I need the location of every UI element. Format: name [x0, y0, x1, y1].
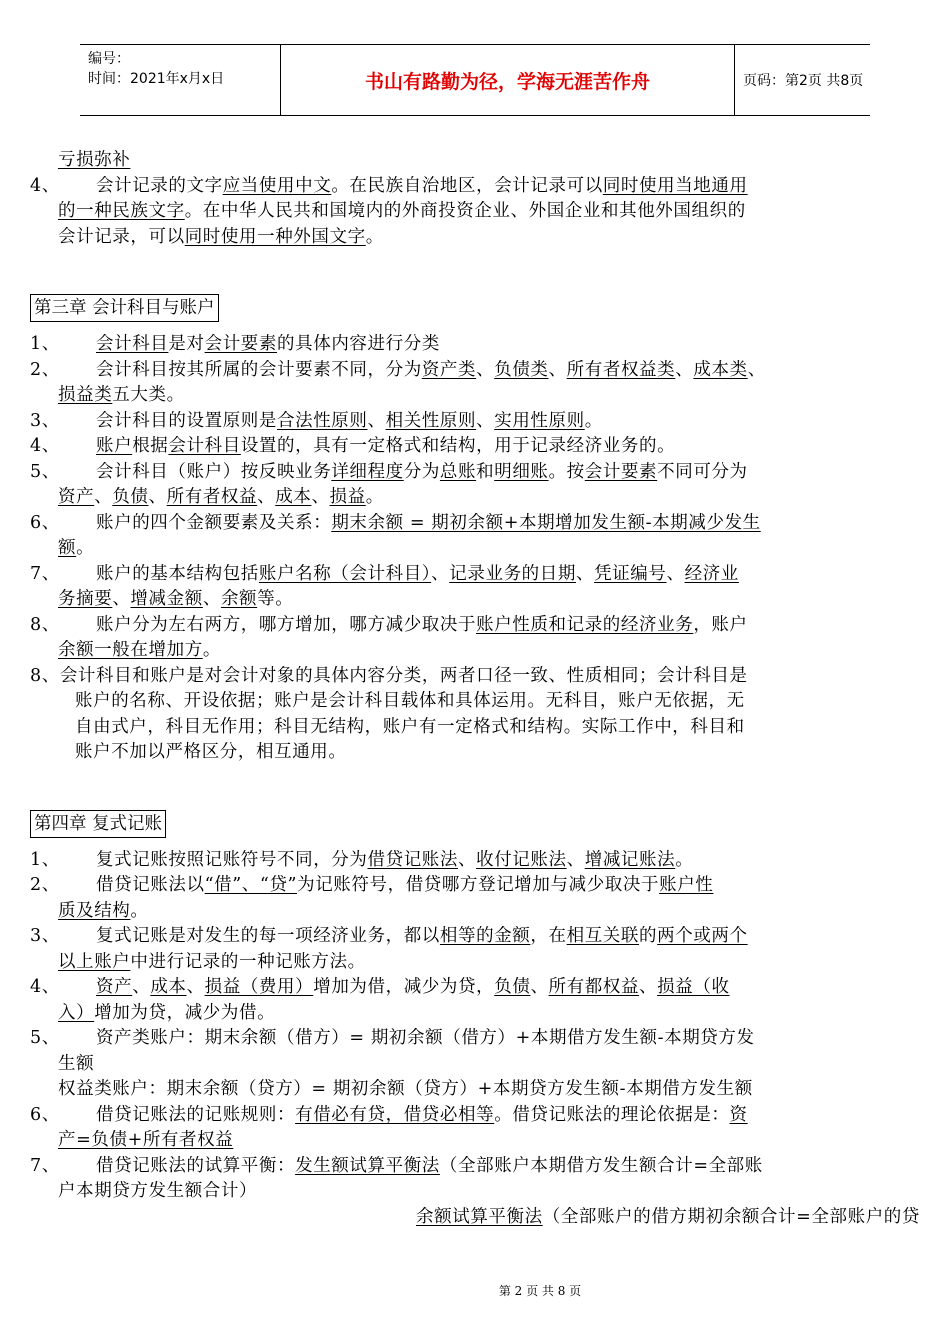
page-header [80, 44, 870, 116]
list-item-cont: 户本期贷方发生额合计） [58, 1181, 258, 1201]
chapter-3-title: 第三章 会计科目与账户 [30, 294, 219, 322]
list-item-cont: 生额 [58, 1053, 95, 1074]
list-item: 8、会计科目和账户是对会计对象的具体内容分类，两者口径一致、性质相同；会计科目是 [30, 665, 748, 686]
list-item: 7、 账户的基本结构包括账户名称（会计科目）、记录业务的日期、凭证编号、经济业 [30, 563, 739, 584]
list-item-cont: 权益类账户：期末余额（贷方）= 期初余额（贷方）+本期贷方发生额-本期借方发生额 [58, 1079, 753, 1099]
list-item: 1、 会计科目是对会计要素的具体内容进行分类 [30, 334, 440, 354]
list-item: 2、 会计科目按其所属的会计要素不同，分为资产类、负债类、所有者权益类、成本类、 [30, 359, 766, 380]
list-item-cont: 以上账户中进行记录的一种记账方法。 [58, 951, 366, 972]
text-line: 4、 会计记录的文字应当使用中文。在民族自治地区，会计记录可以同时使用当地通用 [30, 175, 748, 196]
list-item-cont: 入）增加为贷，减少为借。 [58, 1002, 276, 1023]
list-item: 7、 借贷记账法的试算平衡：发生额试算平衡法（全部账户本期借方发生额合计=全部账 [30, 1155, 763, 1176]
list-item: 4、 资产、成本、损益（费用）增加为借，减少为贷，负债、所有都权益、损益（收 [30, 977, 730, 997]
list-item-cont: 产=负债+所有者权益 [58, 1130, 234, 1150]
list-item: 3、 复式记账是对发生的每一项经济业务，都以相等的金额，在相互关联的两个或两个 [30, 926, 748, 946]
list-item: 5、 资产类账户：期末余额（借方）= 期初余额（借方）+本期借方发生额-本期贷方发 [30, 1028, 755, 1048]
list-item: 1、 复式记账按照记账符号不同，分为借贷记账法、收付记账法、增减记账法。 [30, 849, 694, 870]
list-item-cont: 质及结构。 [58, 900, 149, 921]
list-item: 2、 借贷记账法以“借”、“贷”为记账符号，借贷哪方登记增加与减少取决于账户性 [30, 875, 714, 895]
time-label: 时间：2021年x月x日 [88, 71, 225, 87]
list-item: 3、 会计科目的设置原则是合法性原则、相关性原则、实用性原则。 [30, 410, 603, 431]
chapter-4-title: 第四章 复式记账 [30, 810, 166, 838]
document-body [30, 148, 920, 1230]
text-line: 亏损弥补 [58, 150, 131, 170]
list-item: 6、 借贷记账法的记账规则：有借必有贷，借贷必相等。借贷记账法的理论依据是：资 [30, 1104, 748, 1125]
header-motto: 书山有路勤为径，学海无涯苦作舟 [280, 45, 735, 115]
list-item-cont: 账户的名称、开设依据；账户是会计科目载体和具体运用。无科目，账户无依据，无 [75, 691, 745, 711]
page-footer: 第 2 页 共 8 页 [498, 1284, 582, 1298]
list-item: 6、 账户的四个金额要素及关系：期末余额 = 期初余额+本期增加发生额-本期减少发生 [30, 512, 761, 533]
list-item-cont: 资产、负债、所有者权益、成本、损益。 [58, 487, 384, 507]
list-item-cont: 账户不加以严格区分，相互通用。 [75, 742, 347, 762]
text-line: 的一种民族文字。在中华人民共和国境内的外商投资企业、外国企业和其他外国组织的 [58, 201, 746, 221]
list-item-cont: 余额试算平衡法（全部账户的借方期初余额合计=全部账户的贷 [416, 1206, 920, 1227]
list-item-cont: 损益类五大类。 [58, 385, 185, 405]
list-item-cont: 务摘要、增减金额、余额等。 [58, 589, 294, 609]
header-page-code: 页码：第2页 共8页 [743, 73, 864, 89]
list-item: 4、 账户根据会计科目设置的，具有一定格式和结构，用于记录经济业务的。 [30, 436, 676, 456]
header-info [80, 45, 280, 115]
list-item-cont: 自由式户，科目无作用；科目无结构，账户有一定格式和结构。实际工作中，科目和 [75, 716, 745, 737]
list-item: 5、 会计科目（账户）按反映业务详细程度分为总账和明细账。按会计要素不同可分为 [30, 461, 748, 482]
number-label: 编号： [88, 51, 130, 67]
text-line: 会计记录，可以同时使用一种外国文字。 [58, 226, 384, 247]
list-item-cont: 额。 [58, 538, 95, 558]
list-item: 8、 账户分为左右两方，哪方增加，哪方减少取决于账户性质和记录的经济业务，账户 [30, 614, 748, 635]
list-item-cont: 余额一般在增加方。 [58, 640, 221, 660]
